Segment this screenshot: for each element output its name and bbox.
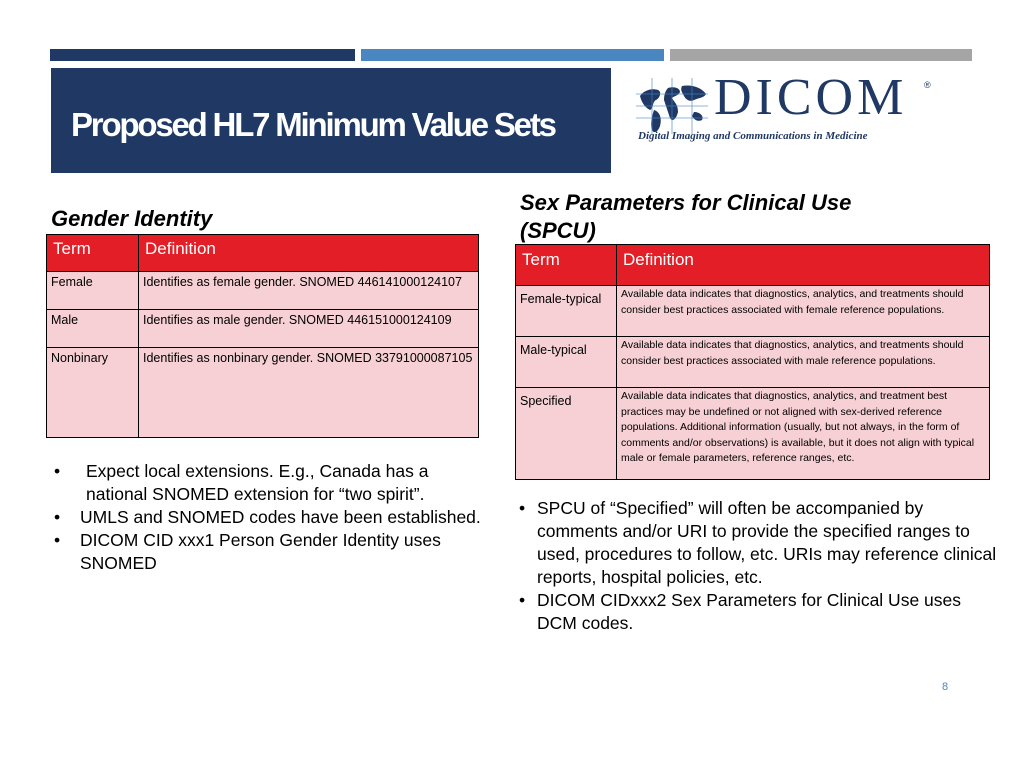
list-item	[54, 506, 484, 529]
dicom-wordmark: DICOM	[714, 69, 908, 126]
table-header-row	[47, 235, 479, 272]
term-cell: Male	[47, 310, 139, 348]
list-item	[519, 497, 999, 589]
list-item	[519, 589, 999, 635]
definition-cell: Identifies as nonbinary gender. SNOMED 33791000087105	[139, 348, 479, 438]
bullet-text: DICOM CID xxx1 Person Gender Identity uses SNOMED	[80, 530, 441, 573]
bullet-text: Expect local extensions. E.g., Canada has a national SNOMED extension for “two spirit”.	[86, 461, 429, 504]
title-band	[51, 68, 611, 173]
term-cell: Nonbinary	[47, 348, 139, 438]
table-row	[516, 337, 990, 388]
accent-bar-dark-blue	[50, 49, 355, 61]
spcu-notes	[519, 497, 999, 635]
table-row	[47, 310, 479, 348]
accent-bar-gray	[670, 49, 972, 61]
bullet-icon: •	[54, 507, 61, 527]
definition-cell: Available data indicates that diagnostics, analytics, and treatments should consider best practices associated with male reference populations.	[617, 337, 990, 388]
column-header-term: Term	[47, 235, 139, 272]
bullet-text: SPCU of “Specified” will often be accompanied by comments and/or URI to provide the specified ranges to used, procedures to follow, etc. URIs may reference clinical reports, hospital policies, etc.	[537, 498, 997, 587]
slide-title: Proposed HL7 Minimum Value Sets	[71, 106, 555, 143]
page-number: 8	[942, 681, 949, 693]
dicom-tagline: Digital Imaging and Communications in Medicine	[638, 130, 868, 142]
gender-identity-table	[46, 234, 479, 438]
term-cell: Specified	[516, 388, 617, 480]
term-cell: Female	[47, 272, 139, 310]
column-header-term: Term	[516, 245, 617, 286]
table-header-row	[516, 245, 990, 286]
registered-mark: ®	[924, 80, 931, 90]
definition-cell: Identifies as female gender. SNOMED 446141000124107	[139, 272, 479, 310]
bullet-icon: •	[54, 530, 61, 550]
bullet-text: UMLS and SNOMED codes have been established.	[80, 507, 481, 527]
list-item	[54, 460, 484, 506]
term-cell: Female-typical	[516, 286, 617, 337]
gender-identity-notes	[54, 460, 484, 575]
table-row	[516, 286, 990, 337]
table-row	[47, 272, 479, 310]
dicom-logo	[634, 69, 934, 146]
accent-bar-mid-blue	[361, 49, 664, 61]
definition-cell: Available data indicates that diagnostics, analytics, and treatments should consider best practices associated with female reference populations.	[617, 286, 990, 337]
bullet-icon: •	[519, 498, 526, 518]
bullet-icon: •	[519, 590, 526, 610]
column-header-definition: Definition	[617, 245, 990, 286]
table-row	[516, 388, 990, 480]
gender-identity-heading: Gender Identity	[51, 206, 213, 231]
column-header-definition: Definition	[139, 235, 479, 272]
term-cell: Male-typical	[516, 337, 617, 388]
bullet-icon: •	[54, 461, 61, 481]
definition-cell: Available data indicates that diagnostics, analytics, and treatment best practices may be undefined or not aligned with sex-derived reference populations. Additional information (usually, but not always, in the form of comments and/or observations) is available, but it does not align with typical male or female parameters, reference ranges, etc.	[617, 388, 990, 480]
definition-cell: Identifies as male gender. SNOMED 446151000124109	[139, 310, 479, 348]
table-row	[47, 348, 479, 438]
list-item	[54, 529, 484, 575]
bullet-text: DICOM CIDxxx2 Sex Parameters for Clinical Use uses DCM codes.	[537, 590, 961, 633]
globe-icon	[634, 74, 710, 138]
spcu-heading: Sex Parameters for Clinical Use (SPCU)	[520, 190, 852, 243]
spcu-table	[515, 244, 990, 480]
